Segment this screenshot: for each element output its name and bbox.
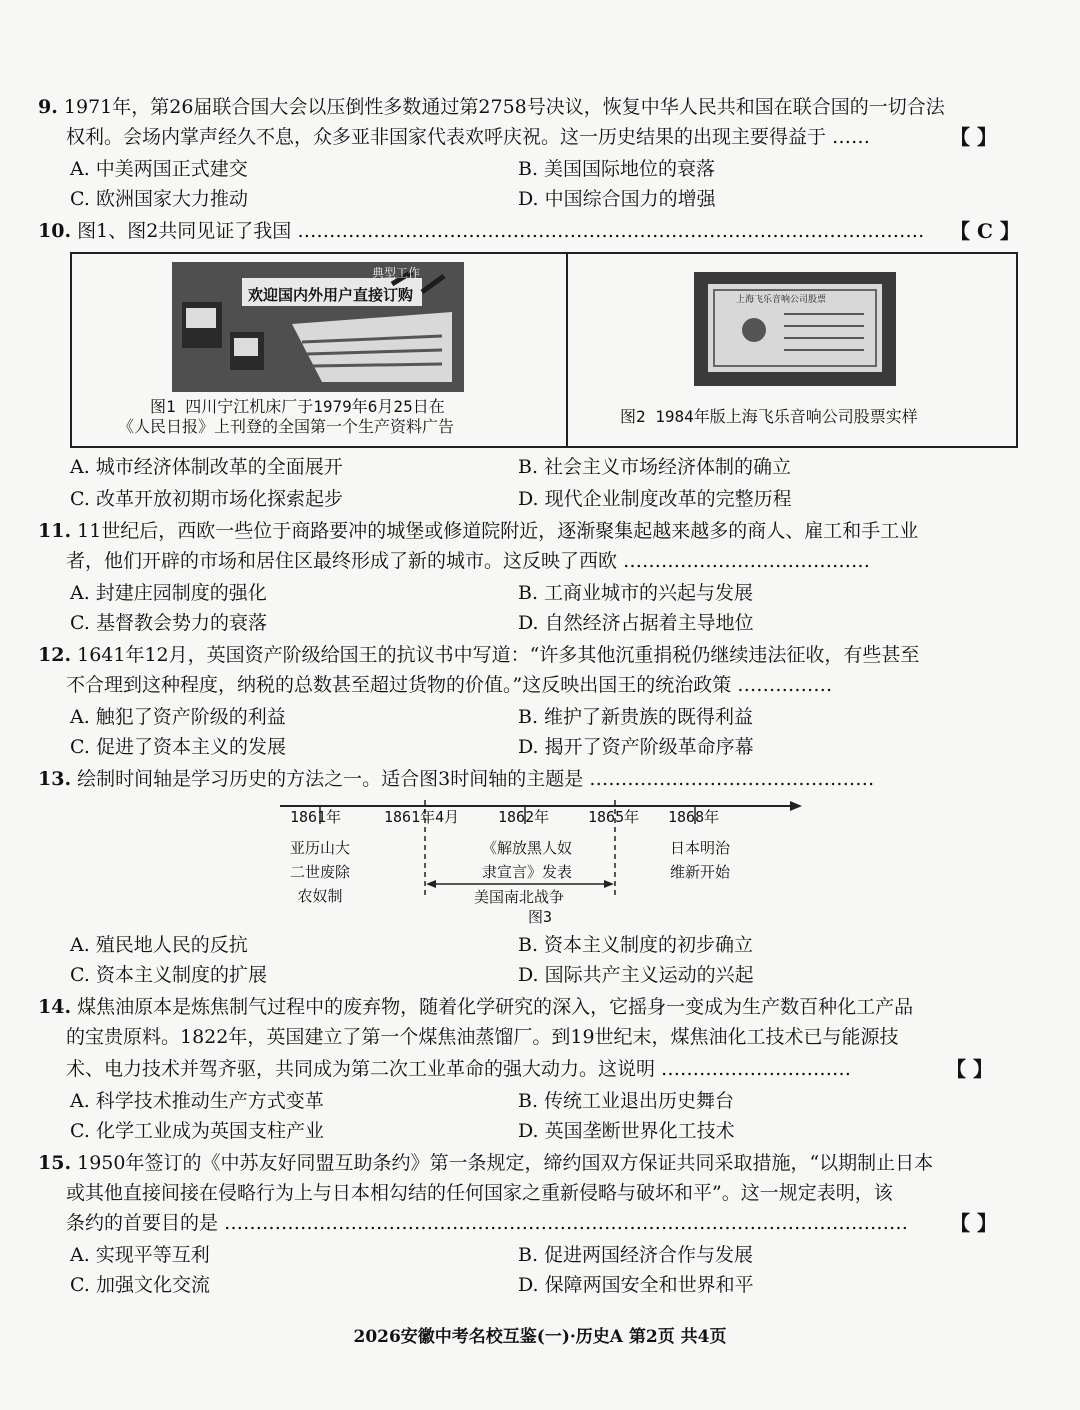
timeline-caption: 图3 <box>528 908 553 926</box>
q9-line2: 权利。会场内掌声经久不息，众多亚非国家代表欢呼庆祝。这一历史结果的出现主要得益于 …… <box>66 126 871 148</box>
q10-option-c[interactable]: C. 改革开放初期市场化探索起步 <box>70 488 343 510</box>
timeline-event-1868 <box>650 836 750 884</box>
q9-answer-bracket[interactable]: 【 】 <box>950 125 997 149</box>
q14-option-d[interactable]: D. 英国垄断世界化工技术 <box>518 1120 735 1142</box>
timeline-event-1868-line1: 日本明治 <box>669 839 730 857</box>
timeline-label-1862: 1862年 <box>498 808 550 826</box>
timeline-event-1861-line3: 农奴制 <box>297 887 343 905</box>
q15-number: 15. <box>38 1152 72 1174</box>
q12-number: 12. <box>38 644 72 666</box>
q13-line1 <box>38 764 874 794</box>
q13-option-b[interactable]: B. 资本主义制度的初步确立 <box>518 934 754 956</box>
figure2-stock-image <box>694 272 896 386</box>
q11-line1 <box>38 516 918 546</box>
q14-line3: 术、电力技术并驾齐驱，共同成为第二次工业革命的强大动力。这说明 ………………………… <box>66 1058 852 1080</box>
timeline-label-1868: 1868年 <box>668 808 720 826</box>
q12-option-b[interactable]: B. 维护了新贵族的既得利益 <box>518 706 754 728</box>
q15-line1 <box>38 1148 933 1178</box>
page-footer: 2026安徽中考名校互鉴(一)·历史A 第2页 共4页 <box>353 1327 727 1347</box>
q11-option-c[interactable]: C. 基督教会势力的衰落 <box>70 612 267 634</box>
q14-answer-bracket[interactable]: 【 】 <box>946 1057 993 1081</box>
q9-line1 <box>38 92 945 122</box>
q14-option-c[interactable]: C. 化学工业成为英国支柱产业 <box>70 1120 324 1142</box>
q10-option-d[interactable]: D. 现代企业制度改革的完整历程 <box>518 488 792 510</box>
q9-text1: 1971年，第26届联合国大会以压倒性多数通过第2758号决议，恢复中华人民共和国在联合国的一切合法 <box>63 96 945 118</box>
q13-number: 13. <box>38 768 72 790</box>
figure2-stock-title: 上海飞乐音响公司股票 <box>736 295 827 305</box>
q15-option-c[interactable]: C. 加强文化交流 <box>70 1274 210 1296</box>
q9-option-c[interactable]: C. 欧洲国家大力推动 <box>70 188 248 210</box>
q10-option-a[interactable]: A. 城市经济体制改革的全面展开 <box>70 456 343 478</box>
timeline-label-1861: 1861年 <box>290 808 342 826</box>
figure2-caption: 图2 1984年版上海飞乐音响公司股票实样 <box>620 407 918 426</box>
figure1-ad-title: 欢迎国内外用户直接订购 <box>248 286 414 304</box>
q15-option-a[interactable]: A. 实现平等互利 <box>70 1244 210 1266</box>
q15-line2: 或其他直接间接在侵略行为上与日本相勾结的任何国家之重新侵略与破坏和平”。这一规定表明，该 <box>66 1182 893 1204</box>
timeline-event-1862 <box>462 836 592 884</box>
q11-option-b[interactable]: B. 工商业城市的兴起与发展 <box>518 582 754 604</box>
q14-line1 <box>38 992 913 1022</box>
timeline-event-1868-line2: 维新开始 <box>669 863 730 881</box>
timeline-event-1861 <box>270 836 370 908</box>
q11-number: 11. <box>38 520 72 542</box>
q10-text1: 图1、图2共同见证了我国 ……………………………………………………………………………………… <box>77 220 925 242</box>
q9-number: 9. <box>38 96 58 118</box>
q12-option-d[interactable]: D. 揭开了资产阶级革命序幕 <box>518 736 754 758</box>
figure1-caption-line1: 图1 四川宁江机床厂于1979年6月25日在 <box>150 397 445 416</box>
q15-text1: 1950年签订的《中苏友好同盟互助条约》第一条规定，缔约国双方保证共同采取措施，“以期制止日本 <box>77 1152 934 1174</box>
q15-line3: 条约的首要目的是 ……………………………………………………………………………………………… <box>66 1212 909 1234</box>
q10-line1 <box>38 216 924 246</box>
timeline-event-1862-line1: 《解放黑人奴 <box>481 839 572 857</box>
timeline-span-label: 美国南北战争 <box>474 888 565 906</box>
q10-answer-bracket[interactable]: 【 C 】 <box>950 219 1020 243</box>
q10-figure-divider <box>566 252 568 446</box>
q9-option-b[interactable]: B. 美国国际地位的衰落 <box>518 158 716 180</box>
q14-option-a[interactable]: A. 科学技术推动生产方式变革 <box>70 1090 324 1112</box>
figure1-ad-tag: 典型工作 <box>372 266 421 280</box>
timeline-event-1861-line2: 二世废除 <box>289 863 350 881</box>
q15-option-b[interactable]: B. 促进两国经济合作与发展 <box>518 1244 754 1266</box>
timeline-label-1865: 1865年 <box>588 808 640 826</box>
q9-option-a[interactable]: A. 中美两国正式建交 <box>70 158 248 180</box>
q14-number: 14. <box>38 996 72 1018</box>
q12-line2: 不合理到这种程度，纳税的总数甚至超过货物的价值。”这反映出国王的统治政策 …………… <box>66 674 833 696</box>
q12-option-c[interactable]: C. 促进了资本主义的发展 <box>70 736 286 758</box>
q13-option-a[interactable]: A. 殖民地人民的反抗 <box>70 934 248 956</box>
q15-answer-bracket[interactable]: 【 】 <box>950 1211 997 1235</box>
q10-number: 10. <box>38 220 72 242</box>
q12-text1: 1641年12月，英国资产阶级给国王的抗议书中写道：“许多其他沉重捐税仍继续违法征收，有些甚至 <box>77 644 920 666</box>
q14-line2: 的宝贵原料。1822年，英国建立了第一个煤焦油蒸馏厂。到19世纪末，煤焦油化工技术已与能源技 <box>66 1026 899 1048</box>
figure1-caption-line2: 《人民日报》上刊登的全国第一个生产资料广告 <box>118 417 455 436</box>
q11-line2: 者，他们开辟的市场和居住区最终形成了新的城市。这反映了西欧 ………………………………… <box>66 550 871 572</box>
figure1-ad-image <box>172 262 464 392</box>
q11-option-d[interactable]: D. 自然经济占据着主导地位 <box>518 612 754 634</box>
q12-line1 <box>38 640 919 670</box>
q12-option-a[interactable]: A. 触犯了资产阶级的利益 <box>70 706 286 728</box>
q14-text1: 煤焦油原本是炼焦制气过程中的废弃物，随着化学研究的深入，它摇身一变成为生产数百种化工产品 <box>77 996 914 1018</box>
q15-option-d[interactable]: D. 保障两国安全和世界和平 <box>518 1274 754 1296</box>
q11-text1: 11世纪后，西欧一些位于商路要冲的城堡或修道院附近，逐渐聚集起越来越多的商人、雇工和手工业 <box>77 520 919 542</box>
q14-option-b[interactable]: B. 传统工业退出历史舞台 <box>518 1090 735 1112</box>
q13-text1: 绘制时间轴是学习历史的方法之一。适合图3时间轴的主题是 ……………………………………… <box>77 768 875 790</box>
timeline-label-1861-april: 1861年4月 <box>384 808 460 826</box>
timeline-event-1862-line2: 隶宣言》发表 <box>481 863 572 881</box>
timeline-arrowhead <box>790 801 802 811</box>
q9-option-d[interactable]: D. 中国综合国力的增强 <box>518 188 716 210</box>
q11-option-a[interactable]: A. 封建庄园制度的强化 <box>70 582 267 604</box>
timeline-event-1861-line1: 亚历山大 <box>289 839 350 857</box>
q10-option-b[interactable]: B. 社会主义市场经济体制的确立 <box>518 456 792 478</box>
q13-option-d[interactable]: D. 国际共产主义运动的兴起 <box>518 964 754 986</box>
q13-option-c[interactable]: C. 资本主义制度的扩展 <box>70 964 267 986</box>
